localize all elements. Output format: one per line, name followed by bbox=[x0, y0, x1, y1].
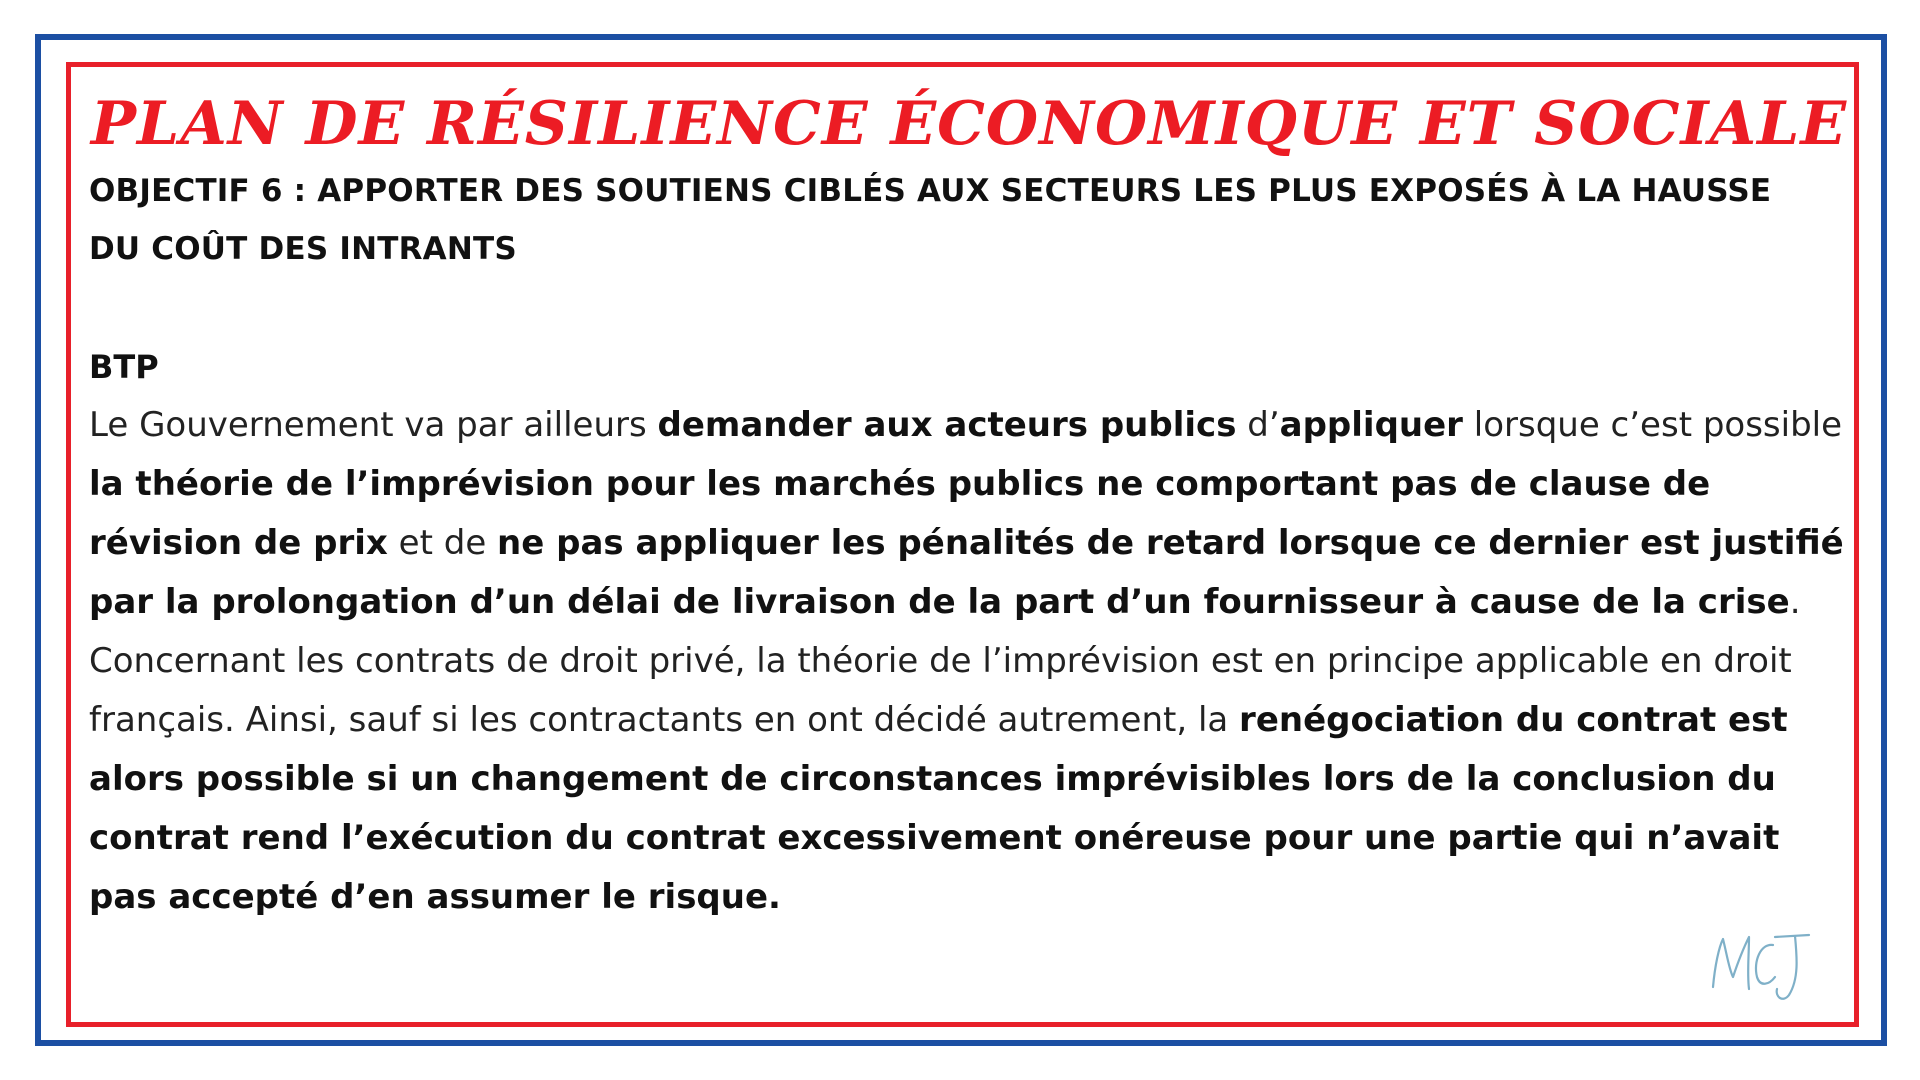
bold-segment: renégociation du contrat est alors possible si un changement de circonstances imprévisibles lors de la conclusion du contrat rend l’exécution du contrat excessivement onéreuse pour une partie qui n’avait pas accepté d’en assumer le risque. bbox=[89, 700, 1788, 917]
text-segment: et de bbox=[387, 523, 498, 563]
paragraph-private-contracts bbox=[89, 632, 1849, 927]
text-segment: . bbox=[1789, 582, 1801, 622]
page-title: PLAN DE RÉSILIENCE ÉCONOMIQUE ET SOCIALE bbox=[90, 89, 1848, 159]
text-segment: Concernant les contrats de droit privé, la théorie de l’imprévision est en principe applicable en droit français. Ainsi, sauf si les contractants en ont décidé autrement, la bbox=[89, 641, 1792, 740]
text-segment: d’ bbox=[1236, 405, 1280, 445]
bold-segment: appliquer bbox=[1279, 405, 1463, 445]
signature-logo bbox=[1705, 925, 1815, 1007]
section-heading: BTP bbox=[89, 348, 159, 386]
bold-segment: ne pas appliquer les pénalités de retard lorsque ce dernier est justifié par la prolongation d’un délai de livraison de la part d’un fournisseur à cause de la crise bbox=[89, 523, 1844, 622]
paragraph-public-contracts bbox=[89, 396, 1849, 632]
bold-segment: demander aux acteurs publics bbox=[657, 405, 1237, 445]
document-body bbox=[89, 86, 1849, 1006]
text-segment: lorsque c’est possible bbox=[1462, 405, 1843, 445]
bold-segment: la théorie de l’imprévision pour les marchés publics ne comportant pas de clause de révision de prix bbox=[89, 464, 1711, 563]
text-segment: Le Gouvernement va par ailleurs bbox=[89, 405, 658, 445]
objective-heading: OBJECTIF 6 : APPORTER DES SOUTIENS CIBLÉS AUX SECTEURS LES PLUS EXPOSÉS À LA HAUSSE DU COÛT DES INTRANTS bbox=[89, 173, 1772, 267]
spacer bbox=[89, 278, 1849, 338]
